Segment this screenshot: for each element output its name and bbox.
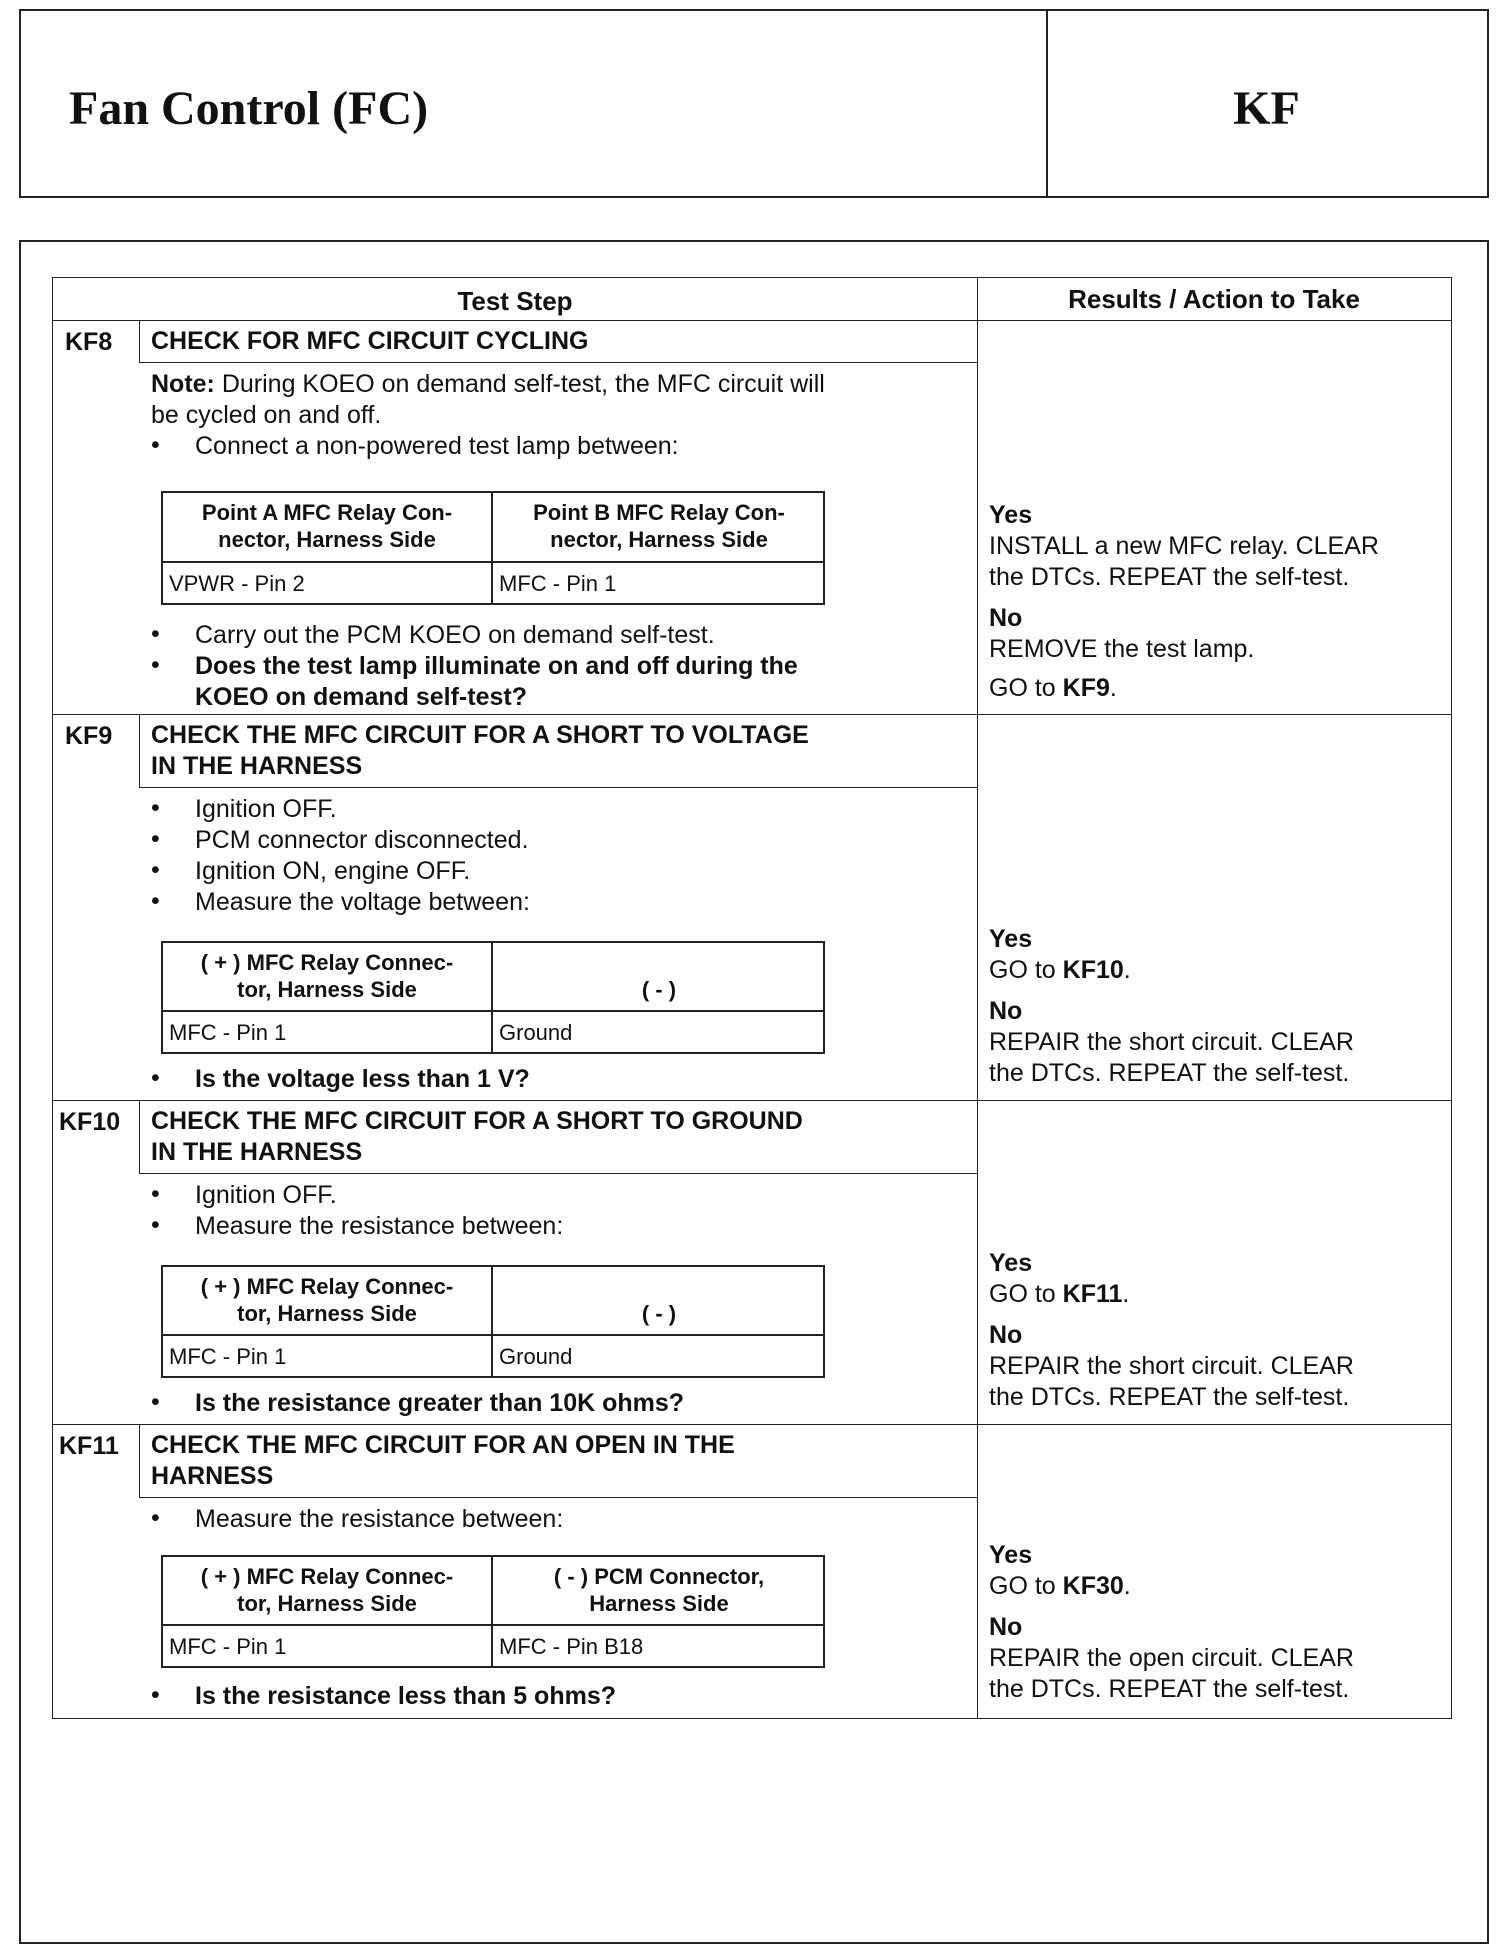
table-cell: MFC - Pin B18 (499, 1634, 644, 1659)
instruction-text: Measure the resistance between: (195, 1505, 564, 1533)
diagnostic-table (52, 277, 1452, 1719)
table-cell: MFC - Pin 1 (169, 1634, 287, 1659)
kf10-title-line (139, 1173, 977, 1174)
bullet-glyph: • (151, 1388, 160, 1416)
step-id: KF8 (65, 328, 113, 356)
result-text: the DTCs. REPEAT the self-test. (989, 1059, 1350, 1087)
kf9-end-line (53, 1100, 1451, 1101)
question-text: Is the resistance greater than 10K ohms? (195, 1389, 685, 1417)
table-cell: MFC - Pin 1 (499, 571, 617, 596)
kf11-title-line (139, 1497, 977, 1498)
bullet-glyph: • (151, 1180, 160, 1208)
kf11-id-divider (139, 1424, 140, 1497)
table-header: ( + ) MFC Relay Connec- tor, Harness Side (200, 1274, 454, 1326)
no-label: No (989, 1321, 1023, 1349)
instruction-text: Measure the resistance between: (195, 1212, 564, 1240)
instruction-text: Ignition ON, engine OFF. (195, 857, 471, 885)
question-text: Is the resistance less than 5 ohms? (195, 1682, 616, 1710)
connection-table (161, 491, 825, 605)
table-cell: Ground (499, 1020, 573, 1045)
question-text: Is the voltage less than 1 V? (195, 1065, 530, 1093)
table-header: ( - ) PCM Connector, Harness Side (553, 1564, 765, 1616)
step-id: KF10 (59, 1108, 121, 1136)
step-title: CHECK THE MFC CIRCUIT FOR AN OPEN IN THE HARNESS (151, 1431, 735, 1490)
column-header-test-step: Test Step (457, 286, 573, 316)
result-text: GO to KF11. (989, 1280, 1130, 1308)
result-text: the DTCs. REPEAT the self-test. (989, 1383, 1350, 1411)
section-code: KF (1233, 82, 1300, 135)
table-header: ( + ) MFC Relay Connec- tor, Harness Side (200, 1564, 454, 1616)
result-block (989, 1248, 1354, 1413)
result-block (989, 500, 1379, 704)
step-title: CHECK FOR MFC CIRCUIT CYCLING (151, 327, 589, 355)
instruction-text: Connect a non-powered test lamp between: (195, 432, 679, 460)
result-text: the DTCs. REPEAT the self-test. (989, 563, 1350, 591)
yes-label: Yes (989, 1541, 1033, 1569)
kf9-title-line (139, 787, 977, 788)
kf8-end-line (53, 714, 1451, 715)
table-header: ( - ) (641, 977, 677, 1002)
bullet-glyph: • (151, 1211, 160, 1239)
kf10-end-line (53, 1424, 1451, 1425)
table-cell: Ground (499, 1344, 573, 1369)
measurement-table (161, 1555, 825, 1668)
result-block (989, 1540, 1354, 1705)
kf9-id-divider (139, 714, 140, 787)
instruction-text: Ignition OFF. (195, 1181, 337, 1209)
bullet-glyph: • (151, 651, 160, 679)
no-label: No (989, 1613, 1023, 1641)
kf8-title-line (139, 362, 977, 363)
note-label: Note: (151, 370, 215, 398)
table-cell: MFC - Pin 1 (169, 1020, 287, 1045)
instruction-text: Carry out the PCM KOEO on demand self-test. (195, 621, 715, 649)
instruction-text: Ignition OFF. (195, 795, 337, 823)
bullet-glyph: • (151, 1681, 160, 1709)
bullet-glyph: • (151, 856, 160, 884)
header-row-line (53, 320, 1451, 321)
page-title: Fan Control (FC) (69, 82, 429, 135)
instruction-text: Measure the voltage between: (195, 888, 530, 916)
no-label: No (989, 997, 1023, 1025)
table-header: ( + ) MFC Relay Connec- tor, Harness Side (200, 950, 454, 1002)
yes-label: Yes (989, 925, 1033, 953)
result-text: GO to KF10. (989, 956, 1131, 984)
step-id: KF11 (59, 1432, 119, 1460)
result-text: REPAIR the short circuit. CLEAR (989, 1028, 1354, 1056)
table-cell: VPWR - Pin 2 (169, 571, 305, 596)
result-text: REPAIR the short circuit. CLEAR (989, 1352, 1354, 1380)
table-header: Point A MFC Relay Con- nector, Harness Side (201, 500, 453, 552)
result-block (989, 924, 1354, 1089)
measurement-table (161, 941, 825, 1054)
goto-link[interactable]: KF10 (1062, 956, 1124, 984)
result-text: GO to KF9. (989, 674, 1117, 702)
step-title: CHECK THE MFC CIRCUIT FOR A SHORT TO VOLTAGE IN THE HARNESS (151, 721, 809, 780)
yes-label: Yes (989, 1249, 1033, 1277)
result-text: REMOVE the test lamp. (989, 635, 1255, 663)
no-label: No (989, 604, 1023, 632)
goto-link[interactable]: KF9 (1062, 674, 1110, 702)
bullet-glyph: • (151, 620, 160, 648)
table-header: ( - ) (641, 1301, 677, 1326)
page-header (19, 9, 1489, 198)
note-line (151, 369, 825, 400)
step-id: KF9 (65, 722, 113, 750)
result-text: GO to KF30. (989, 1572, 1131, 1600)
bullet-glyph: • (151, 431, 160, 459)
table-cell: MFC - Pin 1 (169, 1344, 287, 1369)
goto-link[interactable]: KF30 (1062, 1572, 1124, 1600)
measurement-table (161, 1265, 825, 1378)
instruction-text: PCM connector disconnected. (195, 826, 529, 854)
bullet-glyph: • (151, 887, 160, 915)
goto-link[interactable]: KF11 (1062, 1280, 1123, 1308)
note-line: be cycled on and off. (151, 401, 382, 429)
column-header-results: Results / Action to Take (1068, 284, 1360, 314)
bullet-glyph: • (151, 1064, 160, 1092)
result-text: INSTALL a new MFC relay. CLEAR (989, 532, 1379, 560)
result-text: REPAIR the open circuit. CLEAR (989, 1644, 1354, 1672)
step-title: CHECK THE MFC CIRCUIT FOR A SHORT TO GROUND IN THE HARNESS (151, 1107, 803, 1166)
bullet-glyph: • (151, 794, 160, 822)
yes-label: Yes (989, 501, 1033, 529)
kf10-id-divider (139, 1100, 140, 1173)
column-divider (977, 278, 978, 1718)
note-text: During KOEO on demand self-test, the MFC circuit will (214, 370, 825, 398)
bullet-glyph: • (151, 825, 160, 853)
table-header: Point B MFC Relay Con- nector, Harness Side (533, 500, 785, 552)
result-text: the DTCs. REPEAT the self-test. (989, 1675, 1350, 1703)
question-text: Does the test lamp illuminate on and off during the KOEO on demand self-test? (195, 652, 798, 711)
bullet-glyph: • (151, 1504, 160, 1532)
kf8-id-divider (139, 320, 140, 362)
